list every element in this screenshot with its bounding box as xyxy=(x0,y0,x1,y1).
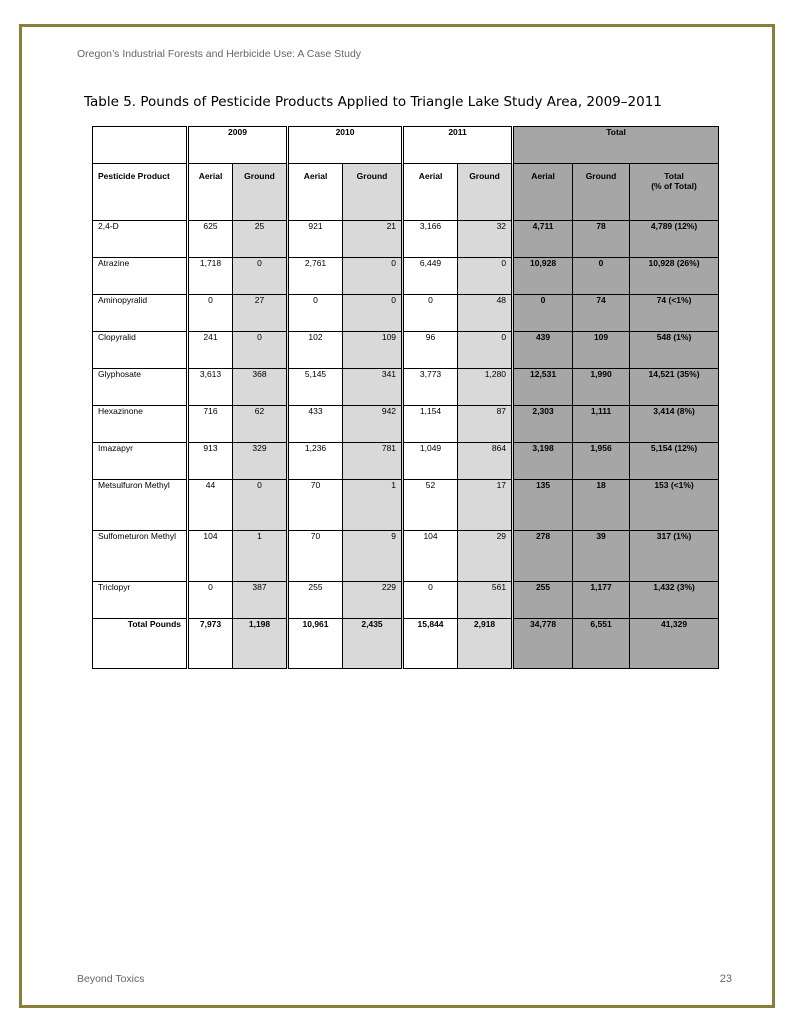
cell-aerial-2010: 1,236 xyxy=(288,443,343,480)
cell-ground-2011: 0 xyxy=(458,332,513,369)
cell-ground-total: 1,990 xyxy=(573,369,630,406)
cell-ground-2009: 329 xyxy=(233,443,288,480)
cell-aerial-total: 0 xyxy=(513,295,573,332)
cell-ground-2011: 864 xyxy=(458,443,513,480)
total-label: Total Pounds xyxy=(93,619,188,669)
cell-product: Hexazinone xyxy=(93,406,188,443)
cell-grand-total: 14,521 (35%) xyxy=(630,369,719,406)
cell-ground-2011: 0 xyxy=(458,258,513,295)
cell-product: Metsulfuron Methyl xyxy=(93,480,188,531)
cell-aerial-2011: 96 xyxy=(403,332,458,369)
table-row xyxy=(93,443,719,480)
table-row xyxy=(93,332,719,369)
cell-ground-2010: 1 xyxy=(343,480,403,531)
cell-aerial-2009: 0 xyxy=(188,582,233,619)
cell-grand-total: 3,414 (8%) xyxy=(630,406,719,443)
table-row xyxy=(93,258,719,295)
table-row xyxy=(93,221,719,258)
cell-aerial-2011: 1,049 xyxy=(403,443,458,480)
cell-ground-2010: 942 xyxy=(343,406,403,443)
cell-ground-2011: 1,280 xyxy=(458,369,513,406)
table-row xyxy=(93,480,719,531)
col-header-grand-total xyxy=(630,164,719,221)
cell-grand-total: 548 (1%) xyxy=(630,332,719,369)
year-header-total: Total xyxy=(513,127,719,164)
running-header: Oregon’s Industrial Forests and Herbicide Use: A Case Study xyxy=(77,48,362,60)
cell-ground-2010: 21 xyxy=(343,221,403,258)
cell-ground-2009: 0 xyxy=(233,332,288,369)
year-header-row xyxy=(93,127,719,164)
cell-aerial-2009: 241 xyxy=(188,332,233,369)
cell-ground-2010: 781 xyxy=(343,443,403,480)
cell-aerial-total: 4,711 xyxy=(513,221,573,258)
total-aerial-2009: 7,973 xyxy=(188,619,233,669)
page-number: 23 xyxy=(719,973,732,985)
cell-aerial-2009: 44 xyxy=(188,480,233,531)
col-header-aerial-2011: Aerial xyxy=(403,164,458,221)
column-header-row xyxy=(93,164,719,221)
cell-grand-total: 4,789 (12%) xyxy=(630,221,719,258)
cell-ground-2010: 9 xyxy=(343,531,403,582)
cell-grand-total: 5,154 (12%) xyxy=(630,443,719,480)
cell-ground-total: 1,111 xyxy=(573,406,630,443)
col-header-aerial-2009: Aerial xyxy=(188,164,233,221)
cell-ground-2011: 87 xyxy=(458,406,513,443)
cell-product: Atrazine xyxy=(93,258,188,295)
cell-ground-total: 39 xyxy=(573,531,630,582)
cell-product: Triclopyr xyxy=(93,582,188,619)
year-header-2011: 2011 xyxy=(403,127,513,164)
cell-ground-2009: 0 xyxy=(233,480,288,531)
cell-aerial-2009: 913 xyxy=(188,443,233,480)
cell-aerial-total: 278 xyxy=(513,531,573,582)
cell-aerial-2010: 433 xyxy=(288,406,343,443)
total-aerial-2010: 10,961 xyxy=(288,619,343,669)
cell-ground-2010: 0 xyxy=(343,258,403,295)
cell-aerial-total: 3,198 xyxy=(513,443,573,480)
cell-product: Aminopyralid xyxy=(93,295,188,332)
cell-ground-2009: 27 xyxy=(233,295,288,332)
cell-aerial-2010: 2,761 xyxy=(288,258,343,295)
cell-aerial-total: 439 xyxy=(513,332,573,369)
table-row xyxy=(93,582,719,619)
col-header-ground-2010: Ground xyxy=(343,164,403,221)
cell-aerial-2011: 3,166 xyxy=(403,221,458,258)
total-ground-2010: 2,435 xyxy=(343,619,403,669)
cell-ground-total: 1,177 xyxy=(573,582,630,619)
cell-ground-2009: 368 xyxy=(233,369,288,406)
cell-aerial-2010: 5,145 xyxy=(288,369,343,406)
total-aerial-2011: 15,844 xyxy=(403,619,458,669)
cell-ground-2011: 48 xyxy=(458,295,513,332)
cell-ground-total: 74 xyxy=(573,295,630,332)
cell-ground-2009: 62 xyxy=(233,406,288,443)
table-row xyxy=(93,406,719,443)
header-blank-cell xyxy=(93,127,188,164)
cell-aerial-2009: 625 xyxy=(188,221,233,258)
cell-grand-total: 1,432 (3%) xyxy=(630,582,719,619)
cell-grand-total: 317 (1%) xyxy=(630,531,719,582)
cell-aerial-2011: 3,773 xyxy=(403,369,458,406)
cell-product: 2,4-D xyxy=(93,221,188,258)
cell-ground-2009: 0 xyxy=(233,258,288,295)
cell-ground-2011: 561 xyxy=(458,582,513,619)
total-row xyxy=(93,619,719,669)
col-header-aerial-total: Aerial xyxy=(513,164,573,221)
cell-ground-2011: 32 xyxy=(458,221,513,258)
cell-aerial-2011: 6,449 xyxy=(403,258,458,295)
col-header-aerial-2010: Aerial xyxy=(288,164,343,221)
cell-grand-total: 153 (<1%) xyxy=(630,480,719,531)
cell-ground-total: 1,956 xyxy=(573,443,630,480)
footer-organization: Beyond Toxics xyxy=(77,973,145,985)
cell-aerial-total: 255 xyxy=(513,582,573,619)
cell-aerial-2010: 0 xyxy=(288,295,343,332)
cell-aerial-2009: 0 xyxy=(188,295,233,332)
cell-aerial-2009: 1,718 xyxy=(188,258,233,295)
total-ground-total: 6,551 xyxy=(573,619,630,669)
cell-ground-2009: 387 xyxy=(233,582,288,619)
col-header-total-line1: Total xyxy=(664,171,684,181)
col-header-product: Pesticide Product xyxy=(93,164,188,221)
cell-aerial-2010: 921 xyxy=(288,221,343,258)
total-ground-2011: 2,918 xyxy=(458,619,513,669)
cell-ground-total: 109 xyxy=(573,332,630,369)
total-ground-2009: 1,198 xyxy=(233,619,288,669)
cell-ground-2009: 1 xyxy=(233,531,288,582)
pesticide-table xyxy=(92,126,719,669)
year-header-2009: 2009 xyxy=(188,127,288,164)
cell-grand-total: 74 (<1%) xyxy=(630,295,719,332)
cell-grand-total: 10,928 (26%) xyxy=(630,258,719,295)
total-aerial-total: 34,778 xyxy=(513,619,573,669)
cell-aerial-2010: 102 xyxy=(288,332,343,369)
cell-ground-2011: 29 xyxy=(458,531,513,582)
cell-aerial-2010: 70 xyxy=(288,531,343,582)
cell-ground-total: 0 xyxy=(573,258,630,295)
cell-aerial-2011: 52 xyxy=(403,480,458,531)
col-header-ground-2009: Ground xyxy=(233,164,288,221)
cell-ground-total: 78 xyxy=(573,221,630,258)
cell-aerial-2011: 1,154 xyxy=(403,406,458,443)
cell-product: Glyphosate xyxy=(93,369,188,406)
cell-aerial-total: 135 xyxy=(513,480,573,531)
cell-ground-2010: 109 xyxy=(343,332,403,369)
cell-aerial-2011: 0 xyxy=(403,582,458,619)
cell-ground-2010: 229 xyxy=(343,582,403,619)
col-header-ground-total: Ground xyxy=(573,164,630,221)
cell-aerial-2009: 3,613 xyxy=(188,369,233,406)
cell-aerial-2009: 716 xyxy=(188,406,233,443)
table-row xyxy=(93,295,719,332)
cell-aerial-2010: 255 xyxy=(288,582,343,619)
col-header-ground-2011: Ground xyxy=(458,164,513,221)
table-row xyxy=(93,369,719,406)
total-grand-total: 41,329 xyxy=(630,619,719,669)
cell-aerial-2011: 104 xyxy=(403,531,458,582)
cell-ground-2010: 0 xyxy=(343,295,403,332)
cell-product: Imazapyr xyxy=(93,443,188,480)
year-header-2010: 2010 xyxy=(288,127,403,164)
cell-product: Sulfometuron Methyl xyxy=(93,531,188,582)
cell-product: Clopyralid xyxy=(93,332,188,369)
cell-aerial-total: 10,928 xyxy=(513,258,573,295)
col-header-total-line2: (% of Total) xyxy=(651,181,697,191)
cell-aerial-2011: 0 xyxy=(403,295,458,332)
table-title: Table 5. Pounds of Pesticide Products Applied to Triangle Lake Study Area, 2009–2011 xyxy=(84,94,662,110)
cell-ground-2009: 25 xyxy=(233,221,288,258)
cell-ground-2011: 17 xyxy=(458,480,513,531)
cell-aerial-2010: 70 xyxy=(288,480,343,531)
cell-aerial-total: 12,531 xyxy=(513,369,573,406)
cell-ground-2010: 341 xyxy=(343,369,403,406)
cell-aerial-2009: 104 xyxy=(188,531,233,582)
cell-ground-total: 18 xyxy=(573,480,630,531)
table-row xyxy=(93,531,719,582)
cell-aerial-total: 2,303 xyxy=(513,406,573,443)
